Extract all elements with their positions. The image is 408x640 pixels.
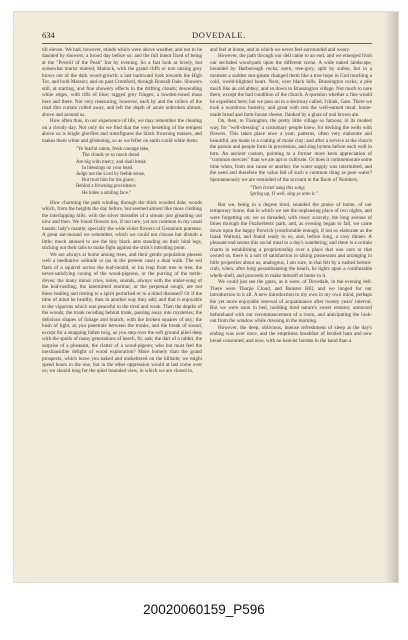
book-page xyxy=(14,12,398,582)
poem-line: Spring up, O well, sing ye unto it." xyxy=(250,192,318,198)
poem-line: Are big with mercy, and shall break xyxy=(76,159,146,165)
paragraph: However, the deep, oblivious, intense refreshment of sleep at the day's ending was over once, and the emptiness breakfast of broiled ham and new bread consumed, and now, with no heavier burden in the hand than a xyxy=(210,324,372,344)
poem-line: The clouds ye so much dread xyxy=(82,153,140,159)
paragraph: We are always at home among trees, and their gentle population pleases well a meditative solitude or (as in the present case) a dual walk. The red flash of a squirrel across the leaf-mould, or his leap from tree to tree; the never-satisfying cooing of the wood-pigeons, or the purring of the turtle-doves; the many minor cries, notes, sounds, always with the under-song of the leaf-rustling; the intermitted murmur, or the perpetual sough, are not these healing and resting to a spirit perturbed or to a mind diseased? Or if the time of mind be healthy, then in another way they add; and that is enjoyable to the vigorous which was peaceful to the tired and weak. Then the depths of the woods; the trunk receding behind trunk, passing away into mysteries; the delicious shapes of foliage and branch, with the broken squares of sky; the hush of light, as you penetrate between the trunks, and the break of sound, except for a snapping fallen twig, as you step over the soft ground piled deep with the spoils of many generations of beech, fir, oak; the dart of a rabbit, the surprise of a pheasant, the clatter of a wood-pigeon; who but must feel the inexhaustible delight of wood exploration? More homely than the grand prospects, which leave you naked and unsheltered on the hillside; we might spend hours in the one, but in the other oppression would at last come over us; we should long for the quiet bounded view, in which we are closed in, xyxy=(42,251,202,375)
running-header xyxy=(42,30,372,42)
poem-line: But trust him for his grace; xyxy=(82,178,135,184)
paragraph: But we, being in a degree tired, sounded the praise of home, of our temporary home, that in which we see the unpleasing place of two nights, and were forgetting on; we so threaded, with rosey scarcely, the long avenue of limes through the Fitzherberts' park, and, as evening began to fall, we came down upon the happy Parwich (comfortable enough, if not so elaborate as the Izaak Walton), and found ready to us, and, before long, a cosy dinner. A pleasant end seems this social meal to a day's wandering; and there is a certain charm in establishing a proprietorship over a place that was ours or that owned us, there is a sort of satisfaction in taking possession and arranging in little properties about us, analogous, I am sure, to that felt by a rushed hermit-crab, when, after long perambulating the beach, he lights upon a comfortable whelk-shell, and proceeds to make himself at home in it. xyxy=(210,201,372,279)
hymn-quote xyxy=(76,147,202,197)
paragraph: We could just see the gates, as it were, of Dovedale, in the evening dell. There were Thorpe Cloud, and Bunster Hill, and we longed for our introduction to it all. A new introduction to my own in my own mind, perhaps the yet more enjoyable renewal of acquaintance after twenty years' interval. But we were soon in bed, nodding tired nature's sweet restorer, unmoved beforehand with our recommencement of a room, and anticipating the look-out from the window while dressing in the morning. xyxy=(210,279,372,325)
page-number: 634 xyxy=(42,30,55,40)
poem-line: Behind a frowning providence xyxy=(76,184,136,190)
header-rule xyxy=(42,43,372,44)
right-column xyxy=(210,47,372,567)
binding-shadow xyxy=(384,12,398,582)
poem-line: "Then Israel sang this song; xyxy=(250,186,306,192)
poem-line: Judge not the Lord by feeble sense, xyxy=(76,172,146,178)
paragraph: till eleven. We had, however, minds which were above weather, and not to be daunted by showers; a brood day before us; and the full intent fixed of being at the "Peveril of the Peak" Inn by evening. So a fast look at lovely, but somewhat tourist marred, Matlock, with the grand cliffs or tors raising grey brows out of the dark wood-growth; a last backward look towards the High Tor, and bold Masson; and on past Cromford, through Bonsall Dale. Showers still, at starting, and fine showery effects in the drifting clouds; descending white edges, with rifts of blue; ragged grey fringes; a lowden-toned mass here and there. Not very reassuring; however, each by and the rollers of the road dim curtain rolled away, and left the depth of azure unbroken almost, above and around us. xyxy=(42,47,202,118)
poem-line: He hides a smiling face." xyxy=(82,190,132,196)
left-column xyxy=(42,47,202,567)
paragraph: On, then, to Tissington, the pretty little village so famous, in its modest way, for "well-dressing" a customary people knew, for decking the wells with flowers. This takes place once a year; patterns, often very elaborate and beautiful, are made in a coating of moist clay; and after a service at the church the parson and people form in procession, and sing hymns before each well in turn. An ancient custom, pointing to a former more keen appreciation of "common mercies" than we are apt to cultivate. Or does it commemorate some time when, from one cause or another, the water supply was intermitted, and the need and therefore the value felt of such a common thing as pure water? Spontaneously we are reminded of the account in the Book of Numbers, xyxy=(210,118,372,183)
running-title: DOVEDALE. xyxy=(192,30,246,40)
paragraph: and feel at home, and in which we never feel surrounded and weary. xyxy=(210,47,351,53)
paragraph: How often thus, in our experience of life, we may remember the clearing on a cloudy day. Not only do we find that the very besetting of the tempest above us is bright glorifies and transfigures the black frowning masses, and makes them white and glistening, so as we feller on earth could white them: xyxy=(42,118,202,144)
poem-line: In blessings on your head. xyxy=(82,165,134,171)
paragraph: How charming the path winding through the thick wooded dale; woods which, from the heights the day before, but seemed almost like moss clothing the interlapping hills, with the silver threadlet of a stream just gleaming out now and then. We found flowers too, if not rare, yet not common in my usual haunts; lady's mantle; specially the wide violet flowers of Geranium pratense. A great ant-mound we remember, which we could not choose but disturb a little; much amused to see the tiny black ants standing on their hind legs, sticking out their tails to make fight against the stick's intruding point. xyxy=(42,199,202,252)
scripture-quote xyxy=(250,186,372,198)
poem-line: "Ye fearful saints, fresh courage take, xyxy=(76,147,150,153)
image-identifier: 20020060159_P596 xyxy=(143,602,265,617)
paragraph: However, the path through our dell came to an end, and we emerged from our secluded wood-path upon the different scene. A wide naked landscape, bounded by Harborough rocks; stern, tree-grey, split by sullen, but in a moment a sudden sun-gleam changed them like a true hope in God touching a cold, world-blighted heart. Next, over black hills, Brassington rocks; a pile much like an old abbey; and so down to Brassington village. Not much to note there, except the bad condition of the church. A question whether a fine would be expedient here; but we pass on to a doorway called, I think, Gate. There we took a wondrous hostelry, and great with rest the well-earned meal: home-made bread and farm-house cheese, flanked by a glass of real brown ale. xyxy=(210,53,372,118)
